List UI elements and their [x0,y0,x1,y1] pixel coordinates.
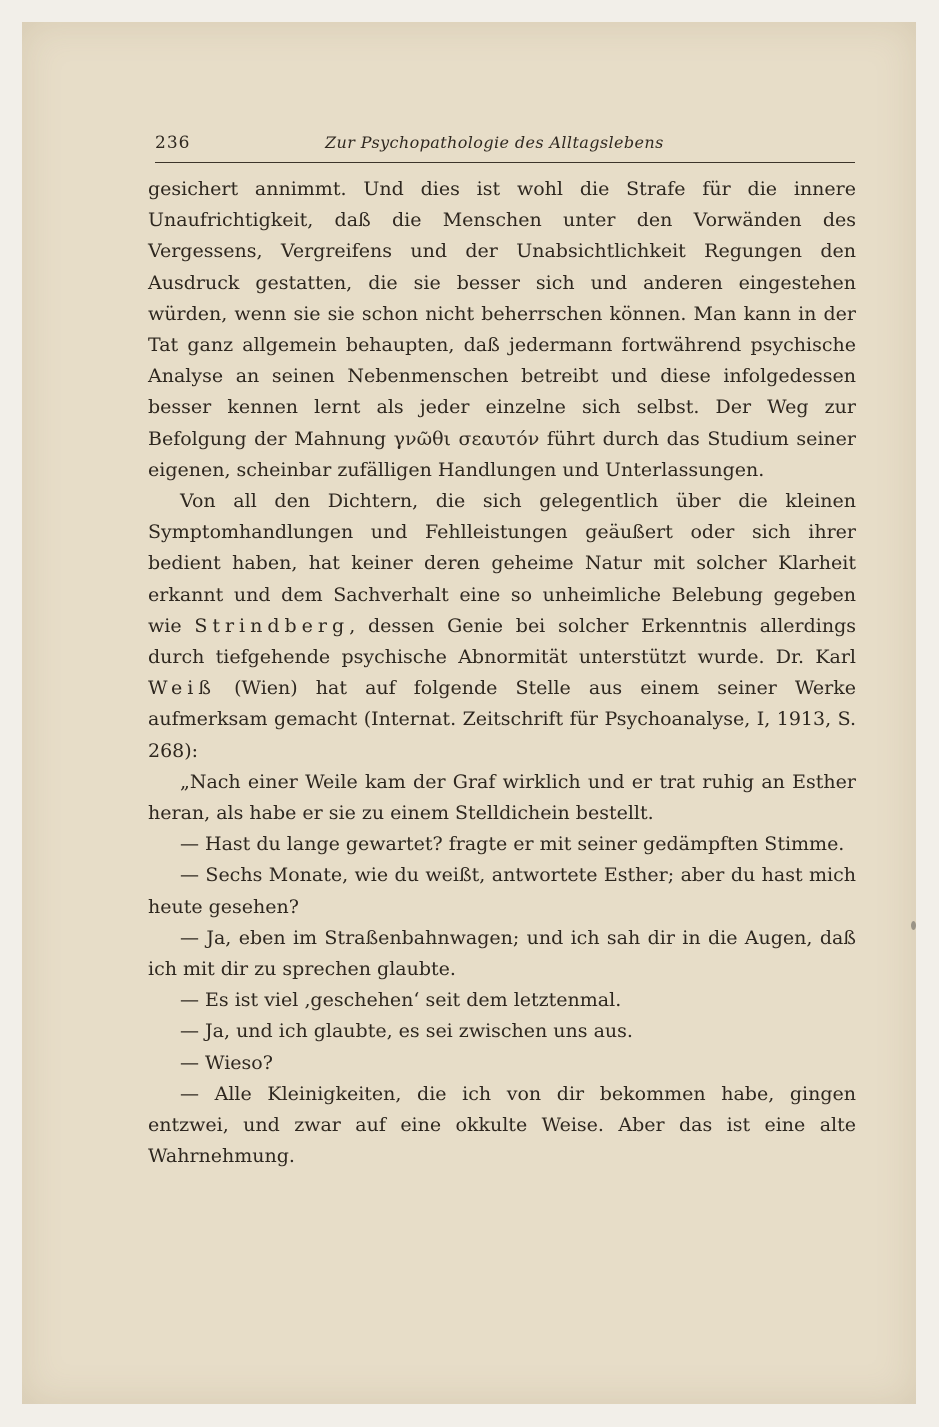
quote-line-2: — Hast du lange gewartet? fragte er mit seiner gedämpften Stimme. [180,833,845,856]
quote-line-1: „Nach einer Weile kam der Graf wirklich und er trat ruhig an Esther heran, als habe er sie zu einem Stelldichein bestellt. [148,770,856,825]
paragraph-2 [148,486,856,767]
paragraph-1: gesichert annimmt. Und dies ist wohl die Strafe für die innere Unaufrichtigkeit, daß die Menschen unter den Vorwänden des Vergessens, Vergreifens und der Unabsichtlichkeit Regungen den Ausdruck gestatten, die sie besser sich und anderen eingestehen würden, wenn sie sie schon nicht beherrschen können. Man kann in der Tat ganz allgemein behaupten, daß jedermann fortwährend psychische Analyse an seinen Nebenmenschen betreibt und diese infolgedessen besser kennen lernt als jeder einzelne sich selbst. Der Weg zur Befolgung der Mahnung γνῶθι σεαυτόν führt durch das Studium seiner eigenen, scheinbar zufälligen Handlungen und Unterlassungen. [148,178,856,481]
paragraph-2-text-3: (Wien) hat auf folgende Stelle aus einem seiner Werke aufmerksam gemacht (Internat. Zeitschrift für Psychoanalyse, I, 1913, S. 268): [148,677,856,762]
paper-speck [911,921,916,930]
quote-line-5: — Es ist viel ‚geschehen‘ seit dem letztenmal. [180,989,622,1012]
quote-line-6: — Ja, und ich glaubte, es sei zwischen uns aus. [180,1020,633,1043]
header-rule [155,162,855,163]
author-strindberg: Strindberg [194,614,350,637]
quote-line-4: — Ja, eben im Straßenbahnwagen; und ich sah dir in die Augen, daß ich mit dir zu sprechen glaubte. [148,926,856,981]
page-number: 236 [155,133,191,153]
author-weiss: Weiß [148,677,216,700]
page-body [148,174,856,1173]
page-header [155,133,855,163]
paragraph-2-text-1: Von all den Dichtern, die sich gelegentlich über die kleinen Symptomhandlungen und Fehlleistungen geäußert oder sich ihrer bedient haben, hat keiner deren geheime Natur mit solcher Klarheit erkannt und dem Sachverhalt eine so unheimliche Belebung gegeben wie [148,490,856,637]
quote-line-7: — Wieso? [180,1051,273,1074]
quote-line-3: — Sechs Monate, wie du weißt, antwortete Esther; aber du hast mich heute gesehen? [148,864,856,918]
quote-line-8: — Alle Kleinigkeiten, die ich von dir bekommen habe, gingen entzwei, und zwar auf eine okkulte Weise. Aber das ist eine alte Wahrnehmung. [148,1082,856,1168]
paragraph-2-text-2: , dessen Genie bei solcher Erkenntnis allerdings durch tiefgehende psychische Abnormität unterstützt wurde. Dr. Karl [148,614,856,669]
running-title: Zur Psychopathologie des Alltagslebens [325,133,664,152]
